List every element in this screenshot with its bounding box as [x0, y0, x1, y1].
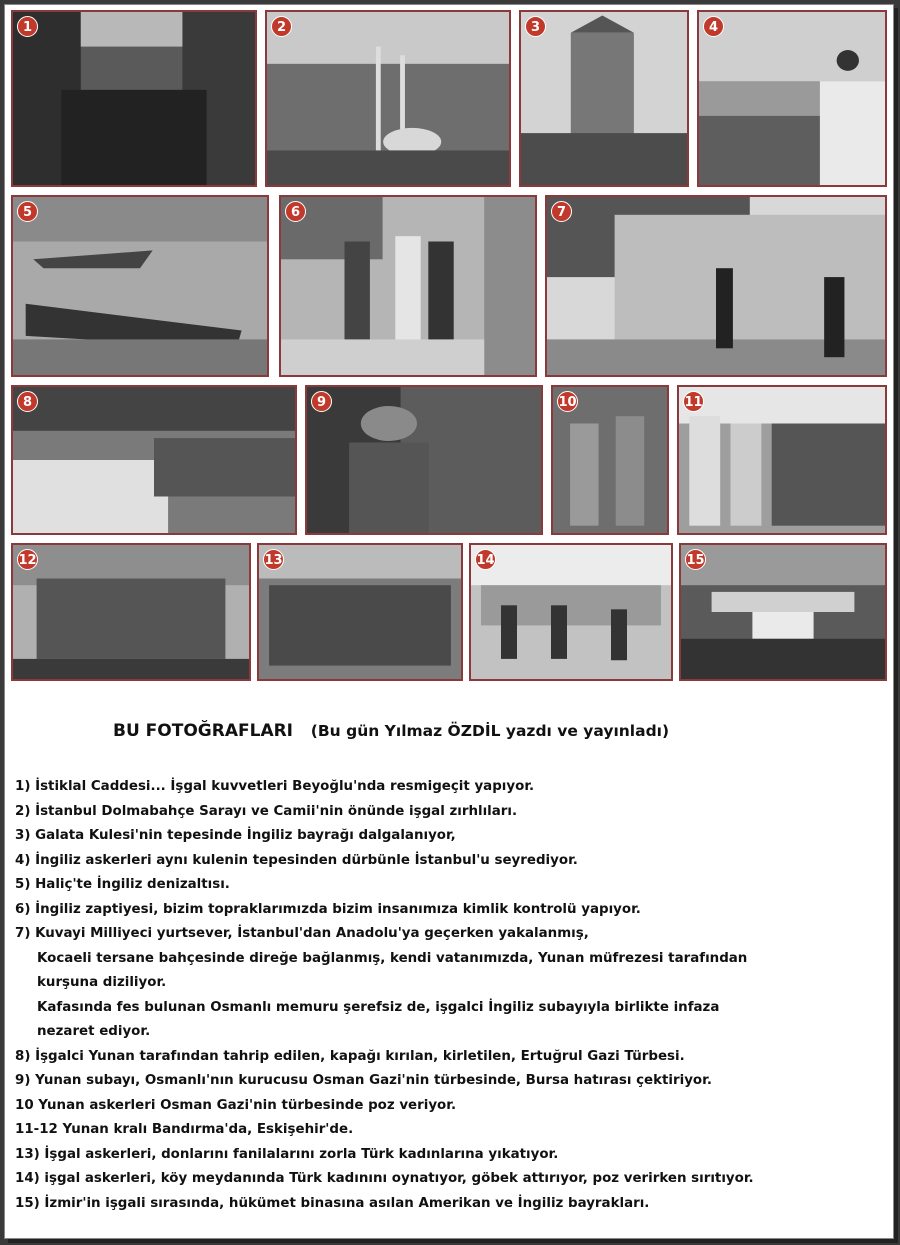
photo-2-dolmabahce-warships [265, 10, 511, 187]
photo-number-badge: 2 [271, 16, 292, 37]
caption-line: 11-12 Yunan kralı Bandırma'da, Eskişehir'de. [15, 1122, 354, 1137]
page [4, 4, 894, 1239]
caption-line: 3) Galata Kulesi'nin tepesinde İngiliz bayrağı dalgalanıyor, [15, 828, 456, 843]
photo-4-binoculars-tower [697, 10, 887, 187]
caption-line: Kocaeli tersane bahçesinde direğe bağlanmış, kendi vatanımızda, Yunan müfrezesi tarafından [37, 950, 748, 966]
photo-number-badge: 10 [557, 391, 578, 412]
page-heading [113, 721, 669, 741]
photo-12-king-eskisehir [11, 543, 251, 681]
caption-line: 14) işgal askerleri, köy meydanında Türk kadınını oynatıyor, göbek attırıyor, poz verirken sırıtıyor. [15, 1171, 754, 1186]
photo-number-badge: 6 [285, 201, 306, 222]
photo-8-ertugrul-tomb [11, 385, 297, 535]
photo-number-badge: 5 [17, 201, 38, 222]
caption-line: 2) İstanbul Dolmabahçe Sarayı ve Camii'nin önünde işgal zırhlıları. [15, 803, 518, 819]
photo-number-badge: 12 [17, 549, 38, 570]
photo-number-badge: 7 [551, 201, 572, 222]
caption-line: 8) İşgalci Yunan tarafından tahrip edilen, kapağı kırılan, kirletilen, Ertuğrul Gazi Türbesi. [15, 1048, 685, 1064]
caption-line: kurşuna diziliyor. [37, 975, 167, 990]
photo-13-laundry [257, 543, 463, 681]
photo-10-greek-soldiers-pose [551, 385, 669, 535]
caption-line: 10 Yunan askerleri Osman Gazi'nin türbesinde poz veriyor. [15, 1097, 457, 1113]
photo-14-village-square [469, 543, 673, 681]
caption-line: 4) İngiliz askerleri aynı kulenin tepesinden dürbünle İstanbul'u seyrediyor. [15, 852, 578, 868]
heading-subtitle: (Bu gün Yılmaz ÖZDİL yazdı ve yayınladı) [310, 722, 670, 740]
photo-1-istiklal-parade [11, 10, 257, 187]
photo-number-badge: 4 [703, 16, 724, 37]
caption-line: 5) Haliç'te İngiliz denizaltısı. [15, 877, 230, 892]
caption-line: 15) İzmir'in işgali sırasında, hükümet binasına asılan Amerikan ve İngiliz bayrakları. [15, 1195, 650, 1211]
photo-number-badge: 14 [475, 549, 496, 570]
photo-11-king-bandirma [677, 385, 887, 535]
photo-15-izmir-flags [679, 543, 887, 681]
photo-7-execution-kocaeli [545, 195, 887, 377]
photo-number-badge: 15 [685, 549, 706, 570]
photo-number-badge: 3 [525, 16, 546, 37]
caption-line: 6) İngiliz zaptiyesi, bizim topraklarımızda bizim insanımıza kimlik kontrolü yapıyor. [15, 901, 641, 917]
caption-line: Kafasında fes bulunan Osmanlı memuru şerefsiz de, işgalci İngiliz subayıyla birlikte infaza [37, 999, 720, 1015]
caption-line: 13) İşgal askerleri, donlarını fanilalarını zorla Türk kadınlarına yıkatıyor. [15, 1146, 559, 1162]
caption-line: 9) Yunan subayı, Osmanlı'nın kurucusu Osman Gazi'nin türbesinde, Bursa hatırası çektiriyor. [15, 1073, 712, 1088]
heading-title: BU FOTOĞRAFLARI [113, 721, 294, 741]
photo-number-badge: 8 [17, 391, 38, 412]
photo-3-galata-tower [519, 10, 689, 187]
caption-line: 1) İstiklal Caddesi... İşgal kuvvetleri Beyoğlu'nda resmigeçit yapıyor. [15, 779, 535, 794]
photo-6-identity-check [279, 195, 537, 377]
photo-5-submarine-halic [11, 195, 269, 377]
photo-number-badge: 13 [263, 549, 284, 570]
caption-line: 7) Kuvayi Milliyeci yurtsever, İstanbul'dan Anadolu'ya geçerken yakalanmış, [15, 926, 589, 941]
photo-9-greek-officer-osman-tomb [305, 385, 543, 535]
photo-number-badge: 9 [311, 391, 332, 412]
caption-list [15, 775, 887, 1216]
photo-number-badge: 11 [683, 391, 704, 412]
photo-number-badge: 1 [17, 16, 38, 37]
caption-line: nezaret ediyor. [37, 1024, 151, 1039]
